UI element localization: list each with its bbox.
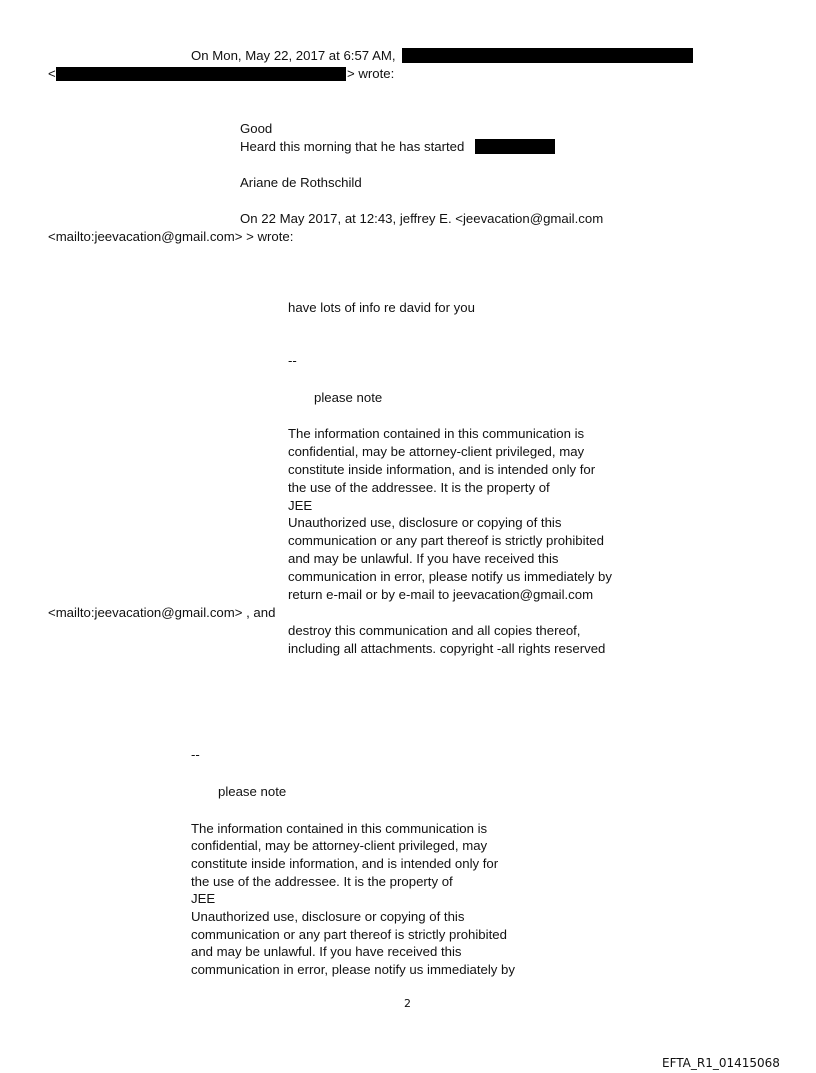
document-id: EFTA_R1_01415068 xyxy=(662,1056,780,1070)
inner-disclaimer-line: The information contained in this communication is xyxy=(288,426,585,441)
inner-please-note: please note xyxy=(314,390,383,405)
outer-separator: -- xyxy=(191,747,200,762)
outer-disclaimer-line: the use of the addressee. It is the property of xyxy=(191,874,453,889)
inner-disclaimer-line: and may be unlawful. If you have received this xyxy=(288,551,559,566)
message-greeting: Good xyxy=(240,121,273,136)
inner-message-body: have lots of info re david for you xyxy=(288,300,475,315)
inner-disclaimer-line: communication or any part thereof is strictly prohibited xyxy=(288,533,604,548)
outer-please-note: please note xyxy=(218,784,287,799)
outer-disclaimer-line: and may be unlawful. If you have received this xyxy=(191,944,462,959)
outer-disclaimer-line: communication or any part thereof is strictly prohibited xyxy=(191,927,507,942)
outer-disclaimer-line: communication in error, please notify us immediately by xyxy=(191,962,515,977)
inner-disclaimer-line: return e-mail or by e-mail to jeevacation@gmail.com xyxy=(288,587,594,602)
inner-disclaimer-line: constitute inside information, and is intended only for xyxy=(288,462,596,477)
redaction-bar xyxy=(475,139,555,154)
inner-disclaimer-line: including all attachments. copyright -all rights reserved xyxy=(288,641,606,656)
inner-separator: -- xyxy=(288,353,297,368)
page-number: 2 xyxy=(404,997,411,1010)
reply-header-bracket: < xyxy=(48,66,56,81)
reply-header-wrote: > wrote: xyxy=(347,66,395,81)
outer-disclaimer-line: The information contained in this communication is xyxy=(191,821,488,836)
quote-header-mailto: <mailto:jeevacation@gmail.com> > wrote: xyxy=(48,229,294,244)
inner-disclaimer-mailto: <mailto:jeevacation@gmail.com> , and xyxy=(48,605,276,620)
redaction-bar xyxy=(56,67,346,81)
outer-disclaimer-line: confidential, may be attorney-client privileged, may xyxy=(191,838,488,853)
quote-header-line: On 22 May 2017, at 12:43, jeffrey E. <jeevacation@gmail.com xyxy=(240,211,604,226)
reply-header-date: On Mon, May 22, 2017 at 6:57 AM, xyxy=(191,48,396,63)
inner-disclaimer-line: confidential, may be attorney-client privileged, may xyxy=(288,444,585,459)
inner-disclaimer-line: Unauthorized use, disclosure or copying of this xyxy=(288,515,562,530)
inner-disclaimer-line: destroy this communication and all copies thereof, xyxy=(288,623,581,638)
message-signature: Ariane de Rothschild xyxy=(240,175,362,190)
message-body: Heard this morning that he has started xyxy=(240,139,465,154)
inner-disclaimer-line: communication in error, please notify us immediately by xyxy=(288,569,612,584)
redaction-bar xyxy=(402,48,693,63)
inner-disclaimer-line: the use of the addressee. It is the property of xyxy=(288,480,550,495)
outer-disclaimer-line: JEE xyxy=(191,891,216,906)
outer-disclaimer-line: Unauthorized use, disclosure or copying of this xyxy=(191,909,465,924)
inner-disclaimer-line: JEE xyxy=(288,498,313,513)
outer-disclaimer-line: constitute inside information, and is intended only for xyxy=(191,856,499,871)
